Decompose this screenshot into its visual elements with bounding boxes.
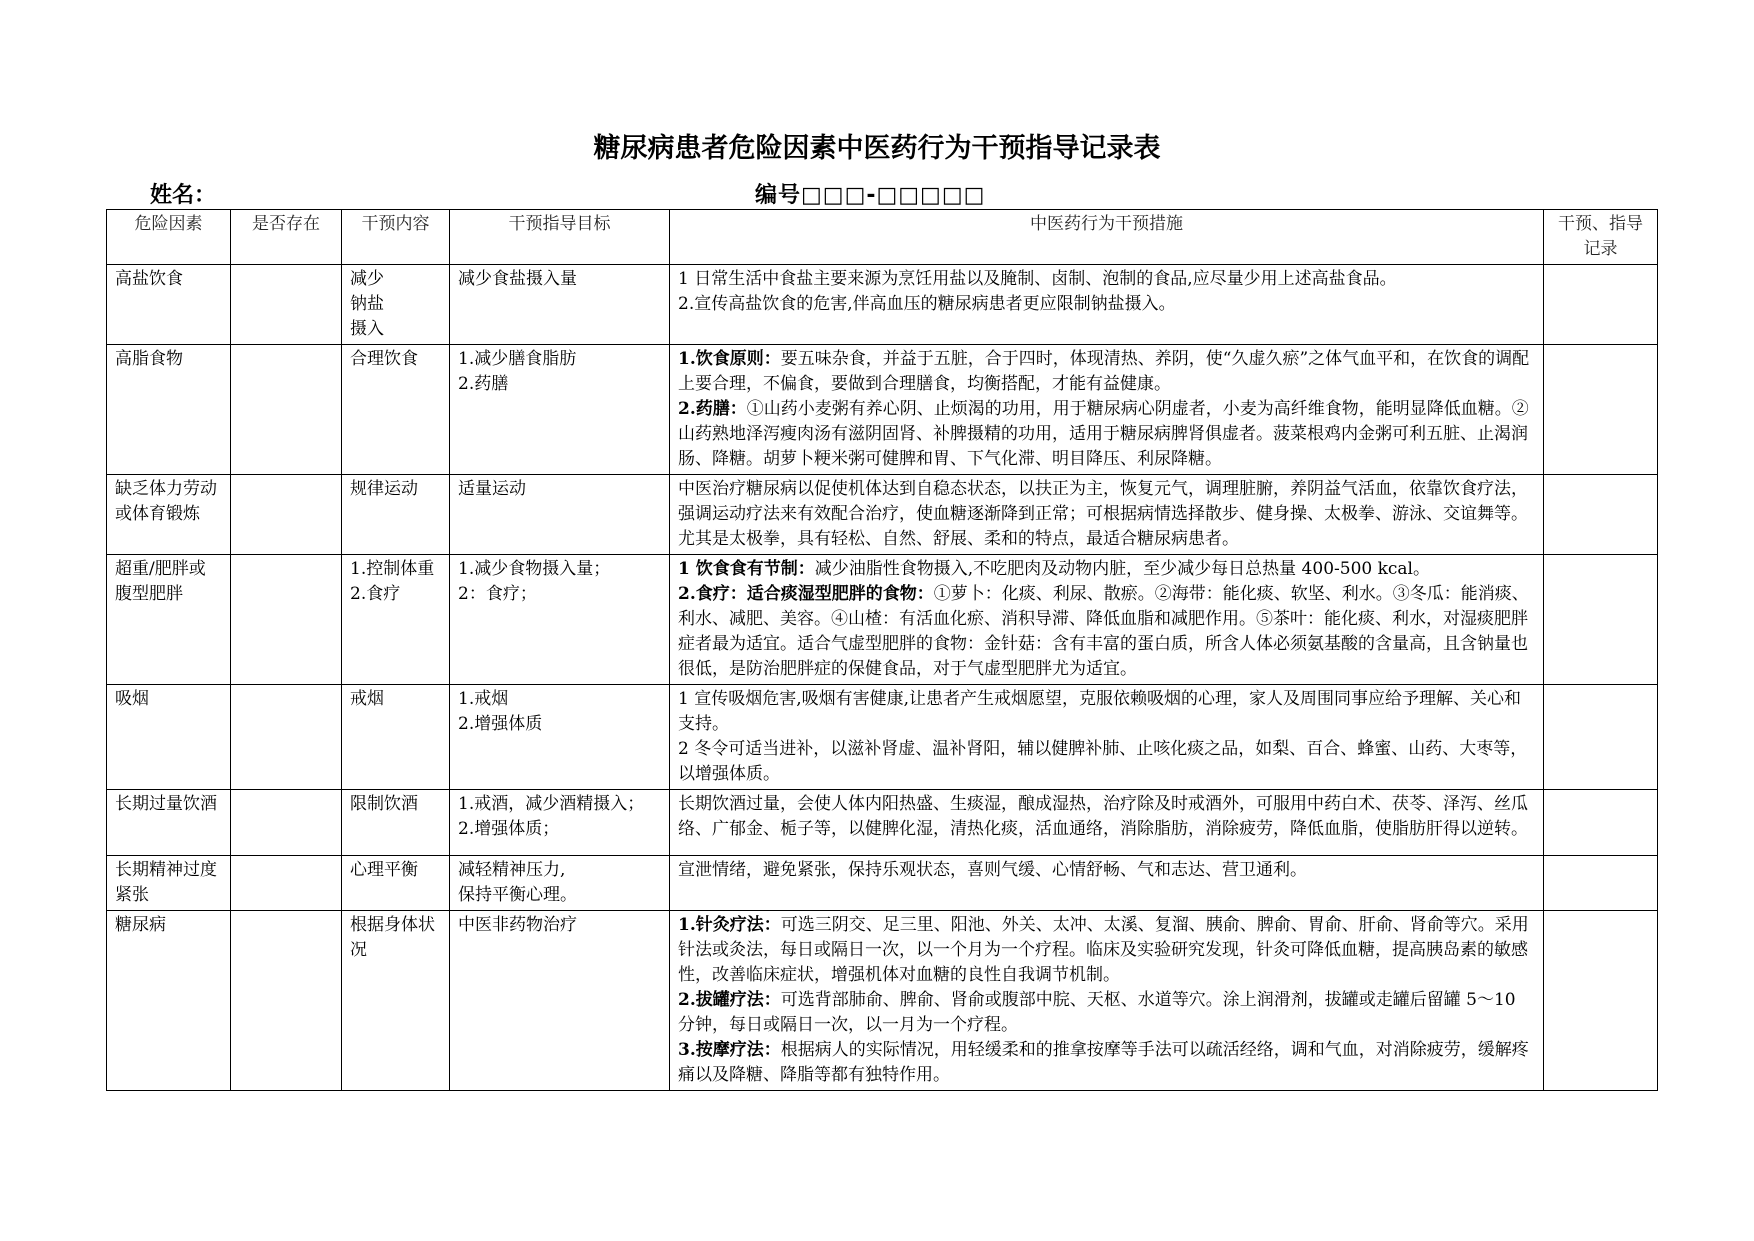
measure-paragraph <box>678 988 1535 1038</box>
tcm-measures-cell <box>670 475 1544 555</box>
tcm-measures-cell <box>670 265 1544 345</box>
exists-cell[interactable] <box>231 911 342 1091</box>
record-cell[interactable] <box>1544 790 1658 856</box>
risk-factor-cell: 糖尿病 <box>107 911 231 1091</box>
intervention-content-cell: 1.控制体重 2.食疗 <box>342 555 450 685</box>
record-cell[interactable] <box>1544 685 1658 790</box>
measure-heading: 1 饮食食有节制： <box>678 559 815 579</box>
record-cell[interactable] <box>1544 911 1658 1091</box>
name-label: 姓名： <box>150 183 217 208</box>
goal-line: 减轻精神压力, <box>458 860 566 880</box>
exists-cell[interactable] <box>231 265 342 345</box>
measure-heading: 2.食疗：适合痰湿型肥胖的食物： <box>678 584 934 604</box>
goal-line: 1.减少食物摄入量； <box>458 559 611 579</box>
page-title: 糖尿病患者危险因素中医药行为干预指导记录表 <box>593 133 1161 164</box>
measure-paragraph <box>678 913 1535 988</box>
header-tcm-measures: 中医药行为干预措施 <box>670 210 1544 265</box>
measure-text: 2 冬令可适当进补，以滋补肾虚、温补肾阳，辅以健脾补肺、止咳化痰之品，如梨、百合、蜂蜜、山药、大枣等，以增强体质。 <box>678 739 1528 784</box>
header-intervention-content: 干预内容 <box>342 210 450 265</box>
measure-paragraph <box>678 737 1535 787</box>
measure-text: 可选三阴交、足三里、阳池、外关、太冲、太溪、复溜、胰俞、脾俞、胃俞、肝俞、肾俞等穴。采用针法或灸法，每日或隔日一次，以一个月为一个疗程。临床及实验研究发现，针灸可降低血糖，提高胰岛素的敏感性，改善临床症状，增强机体对血糖的良性自我调节机制。 <box>678 915 1529 985</box>
measure-heading: 1.饮食原则： <box>678 349 781 369</box>
measure-text: 宣泄情绪，避免紧张，保持乐观状态，喜则气缓、心情舒畅、气和志达、营卫通利。 <box>678 860 1307 880</box>
table-row <box>107 475 1658 555</box>
intervention-record-table <box>106 209 1658 1091</box>
measure-text: 中医治疗糖尿病以促使机体达到自稳态状态，以扶正为主，恢复元气，调理脏腑，养阴益气活血，依靠饮食疗法，强调运动疗法来有效配合治疗，使血糖逐渐降到正常；可根据病情选择散步、健身操、太极拳、游泳、交谊舞等。尤其是太极拳，具有轻松、自然、舒展、柔和的特点，最适合糖尿病患者。 <box>678 479 1528 549</box>
risk-factor-cell: 超重/肥胖或腹型肥胖 <box>107 555 231 685</box>
exists-cell[interactable] <box>231 345 342 475</box>
measure-heading: 1.针灸疗法： <box>678 915 781 935</box>
exists-cell[interactable] <box>231 475 342 555</box>
intervention-content-cell: 心理平衡 <box>342 856 450 911</box>
exists-cell[interactable] <box>231 790 342 856</box>
header-risk-factor: 危险因素 <box>107 210 231 265</box>
goal-line: 1.戒酒，减少酒精摄入； <box>458 794 645 814</box>
measure-text: 可选背部肺俞、脾俞、肾俞或腹部中脘、天枢、水道等穴。涂上润滑剂，拔罐或走罐后留罐 5～10 分钟，每日或隔日一次，以一月为一个疗程。 <box>678 990 1516 1035</box>
record-cell[interactable] <box>1544 555 1658 685</box>
tcm-measures-cell <box>670 911 1544 1091</box>
measure-text: 1 日常生活中食盐主要来源为烹饪用盐以及腌制、卤制、泡制的食品,应尽量少用上述高盐食品。 <box>678 269 1397 289</box>
intervention-goal-cell <box>450 265 670 345</box>
intervention-goal-cell <box>450 555 670 685</box>
measure-paragraph <box>678 347 1535 397</box>
goal-line: 2.药膳 <box>458 374 509 394</box>
intervention-content-cell: 根据身体状况 <box>342 911 450 1091</box>
tcm-measures-cell <box>670 555 1544 685</box>
header-record: 干预、指导记录 <box>1544 210 1658 265</box>
exists-cell[interactable] <box>231 856 342 911</box>
table-row <box>107 265 1658 345</box>
measure-text: 根据病人的实际情况，用轻缓柔和的推拿按摩等手法可以疏活经络，调和气血，对消除疲劳，缓解疼痛以及降糖、降脂等都有独特作用。 <box>678 1040 1529 1085</box>
goal-line: 2：食疗； <box>458 584 537 604</box>
measure-paragraph <box>678 1038 1535 1088</box>
measure-text: 2.宣传高盐饮食的危害,伴高血压的糖尿病患者更应限制钠盐摄入。 <box>678 294 1176 314</box>
measure-text: 要五味杂食，并益于五脏，合于四时，体现清热、养阴，使“久虚久瘀”之体气血平和，在饮食的调配上要合理，不偏食，要做到合理膳食，均衡搭配，才能有益健康。 <box>678 349 1530 394</box>
goal-line: 2.增强体质 <box>458 714 543 734</box>
table-body <box>107 265 1658 1091</box>
intervention-goal-cell <box>450 790 670 856</box>
measure-paragraph <box>678 557 1535 582</box>
intervention-content-cell: 规律运动 <box>342 475 450 555</box>
intervention-content-cell: 限制饮酒 <box>342 790 450 856</box>
measure-paragraph <box>678 292 1535 317</box>
intervention-goal-cell <box>450 685 670 790</box>
measure-paragraph <box>678 792 1535 842</box>
goal-line: 适量运动 <box>458 479 526 499</box>
intervention-goal-cell <box>450 911 670 1091</box>
risk-factor-cell: 长期精神过度紧张 <box>107 856 231 911</box>
exists-cell[interactable] <box>231 685 342 790</box>
measure-paragraph <box>678 858 1535 883</box>
measure-paragraph <box>678 267 1535 292</box>
code-label: 编号□□□-□□□□□ <box>755 183 986 208</box>
intervention-goal-cell <box>450 345 670 475</box>
risk-factor-cell: 缺乏体力劳动或体育锻炼 <box>107 475 231 555</box>
table-header-row <box>107 210 1658 265</box>
goal-line: 保持平衡心理。 <box>458 885 577 905</box>
table-row <box>107 345 1658 475</box>
tcm-measures-cell <box>670 856 1544 911</box>
risk-factor-cell: 高脂食物 <box>107 345 231 475</box>
measure-text: ①萝卜：化痰、利尿、散瘀。②海带：能化痰、软坚、利水。③冬瓜：能消痰、利水、减肥、美容。④山楂：有活血化瘀、消积导滞、降低血脂和减肥作用。⑤茶叶：能化痰、利水，对湿痰肥胖症者最为适宜。适合气虚型肥胖的食物：金针菇：含有丰富的蛋白质，所含人体必须氨基酸的含量高，且含钠量也很低，是防治肥胖症的保健食品，对于气虚型肥胖尤为适宜。 <box>678 584 1529 679</box>
intervention-goal-cell <box>450 475 670 555</box>
tcm-measures-cell <box>670 685 1544 790</box>
record-cell[interactable] <box>1544 345 1658 475</box>
measure-text: 减少油脂性食物摄入,不吃肥肉及动物内脏，至少减少每日总热量 400-500 kcal。 <box>814 559 1430 579</box>
risk-factor-cell: 高盐饮食 <box>107 265 231 345</box>
risk-factor-cell: 吸烟 <box>107 685 231 790</box>
goal-line: 减少食盐摄入量 <box>458 269 577 289</box>
header-exists: 是否存在 <box>231 210 342 265</box>
measure-heading: 3.按摩疗法： <box>678 1040 781 1060</box>
intervention-content-cell: 合理饮食 <box>342 345 450 475</box>
intervention-goal-cell <box>450 856 670 911</box>
goal-line: 1.戒烟 <box>458 689 509 709</box>
measure-paragraph <box>678 477 1535 552</box>
exists-cell[interactable] <box>231 555 342 685</box>
measure-text: 长期饮酒过量，会使人体内阳热盛、生痰湿，酿成湿热，治疗除及时戒酒外，可服用中药白术、茯苓、泽泻、丝瓜络、广郁金、栀子等，以健脾化湿，清热化痰，活血通络，消除脂肪，消除疲劳，降低血脂，使脂肪肝得以逆转。 <box>678 794 1528 839</box>
risk-factor-cell: 长期过量饮酒 <box>107 790 231 856</box>
table-row <box>107 856 1658 911</box>
table-row <box>107 555 1658 685</box>
measure-text: ①山药小麦粥有养心阴、止烦渴的功用，用于糖尿病心阴虚者，小麦为高纤维食物，能明显降低血糖。②山药熟地泽泻瘦肉汤有滋阴固肾、补脾摄精的功用，适用于糖尿病脾肾俱虚者。菠菜根鸡内金粥可利五脏、止渴润肠、降糖。胡萝卜粳米粥可健脾和胃、下气化滞、明目降压、利尿降糖。 <box>678 399 1529 469</box>
table-row <box>107 911 1658 1091</box>
measure-paragraph <box>678 687 1535 737</box>
record-cell[interactable] <box>1544 856 1658 911</box>
goal-line: 中医非药物治疗 <box>458 915 577 935</box>
record-cell[interactable] <box>1544 265 1658 345</box>
measure-text: 1 宣传吸烟危害,吸烟有害健康,让患者产生戒烟愿望，克服依赖吸烟的心理，家人及周围同事应给予理解、关心和支持。 <box>678 689 1522 734</box>
tcm-measures-cell <box>670 790 1544 856</box>
goal-line: 2.增强体质； <box>458 819 560 839</box>
header-intervention-goal: 干预指导目标 <box>450 210 670 265</box>
measure-heading: 2.药膳： <box>678 399 747 419</box>
intervention-content-cell: 减少 钠盐 摄入 <box>342 265 450 345</box>
measure-paragraph <box>678 582 1535 682</box>
goal-line: 1.减少膳食脂肪 <box>458 349 577 369</box>
measure-paragraph <box>678 397 1535 472</box>
measure-heading: 2.拔罐疗法： <box>678 990 781 1010</box>
table-row <box>107 790 1658 856</box>
record-cell[interactable] <box>1544 475 1658 555</box>
intervention-content-cell: 戒烟 <box>342 685 450 790</box>
tcm-measures-cell <box>670 345 1544 475</box>
table-row <box>107 685 1658 790</box>
